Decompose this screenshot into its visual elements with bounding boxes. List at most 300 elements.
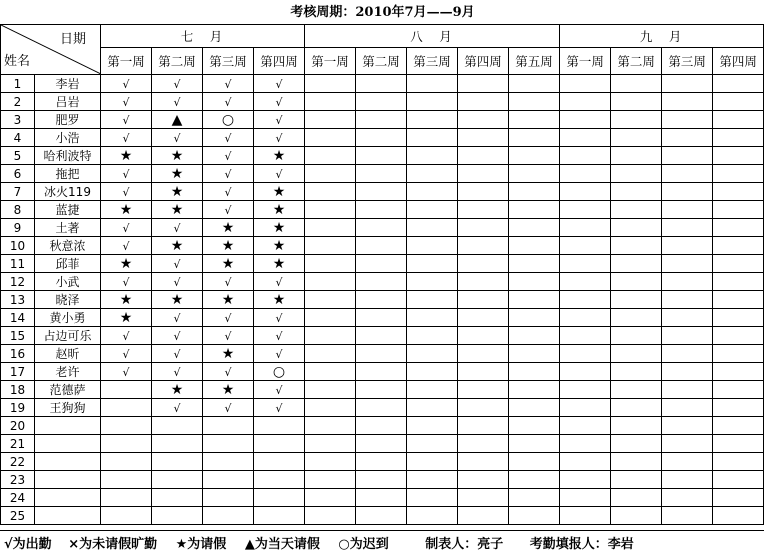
attendance-cell	[713, 255, 764, 273]
attendance-cell	[101, 147, 152, 165]
employee-name-cell: 吕岩	[35, 93, 101, 111]
attendance-cell	[662, 237, 713, 255]
attendance-cell	[407, 129, 458, 147]
row-number-cell: 8	[1, 201, 35, 219]
attendance-mark: √	[122, 167, 130, 181]
attendance-cell	[254, 75, 305, 93]
attendance-cell	[662, 399, 713, 417]
attendance-cell	[101, 381, 152, 399]
attendance-cell	[509, 291, 560, 309]
attendance-mark: √	[173, 311, 181, 325]
row-number-cell: 25	[1, 507, 35, 525]
attendance-cell	[458, 93, 509, 111]
attendance-cell	[407, 363, 458, 381]
attendance-mark: ★	[170, 237, 184, 254]
attendance-cell	[458, 489, 509, 507]
attendance-cell	[407, 345, 458, 363]
attendance-mark: ★	[221, 255, 235, 272]
attendance-cell	[356, 453, 407, 471]
week-header-cell: 第二周	[152, 48, 203, 75]
attendance-cell	[662, 165, 713, 183]
table-row	[1, 309, 764, 327]
attendance-cell	[713, 471, 764, 489]
week-header-cell: 第一周	[101, 48, 152, 75]
legend-absent: ×为未请假旷勤	[68, 537, 158, 552]
attendance-cell	[305, 129, 356, 147]
table-row	[1, 489, 764, 507]
attendance-cell	[662, 291, 713, 309]
attendance-mark: √	[173, 275, 181, 289]
attendance-cell	[152, 237, 203, 255]
attendance-cell	[458, 147, 509, 165]
attendance-mark: ★	[119, 309, 133, 326]
attendance-cell	[356, 291, 407, 309]
attendance-mark: √	[275, 347, 283, 361]
attendance-cell	[458, 309, 509, 327]
employee-name-cell: 小浩	[35, 129, 101, 147]
attendance-cell	[356, 129, 407, 147]
employee-name-cell: 赵昕	[35, 345, 101, 363]
attendance-cell	[713, 93, 764, 111]
employee-name-cell	[35, 471, 101, 489]
attendance-cell	[203, 129, 254, 147]
attendance-cell	[407, 219, 458, 237]
attendance-cell	[152, 327, 203, 345]
attendance-cell	[611, 489, 662, 507]
attendance-cell	[101, 237, 152, 255]
attendance-cell	[662, 75, 713, 93]
attendance-mark: √	[224, 365, 232, 379]
attendance-cell	[254, 309, 305, 327]
attendance-cell	[254, 453, 305, 471]
attendance-cell	[305, 219, 356, 237]
table-row	[1, 147, 764, 165]
attendance-cell	[662, 147, 713, 165]
table-row	[1, 201, 764, 219]
attendance-cell	[560, 363, 611, 381]
attendance-cell	[560, 453, 611, 471]
attendance-mark: √	[173, 257, 181, 271]
attendance-cell	[458, 327, 509, 345]
attendance-cell	[662, 309, 713, 327]
attendance-cell	[407, 381, 458, 399]
row-number-cell: 7	[1, 183, 35, 201]
attendance-cell	[254, 363, 305, 381]
table-row	[1, 471, 764, 489]
attendance-cell	[203, 309, 254, 327]
table-row	[1, 363, 764, 381]
attendance-cell	[662, 363, 713, 381]
attendance-cell	[101, 453, 152, 471]
attendance-mark: √	[122, 95, 130, 109]
attendance-cell	[152, 291, 203, 309]
employee-name-cell: 哈利波特	[35, 147, 101, 165]
attendance-cell	[407, 399, 458, 417]
attendance-cell	[407, 471, 458, 489]
attendance-cell	[356, 75, 407, 93]
attendance-cell	[254, 381, 305, 399]
table-row	[1, 435, 764, 453]
attendance-cell	[407, 237, 458, 255]
week-header-cell: 第四周	[458, 48, 509, 75]
attendance-cell	[611, 237, 662, 255]
attendance-mark: √	[275, 131, 283, 145]
attendance-cell	[560, 75, 611, 93]
table-maker: 制表人：亮子	[425, 537, 504, 552]
attendance-cell	[458, 183, 509, 201]
attendance-mark: √	[275, 95, 283, 109]
attendance-cell	[662, 471, 713, 489]
attendance-cell	[356, 273, 407, 291]
table-row	[1, 75, 764, 93]
attendance-cell	[509, 489, 560, 507]
sheet-title: 考核周期：2010年7月——9月	[290, 5, 475, 20]
attendance-cell	[458, 255, 509, 273]
attendance-cell	[305, 75, 356, 93]
attendance-cell	[560, 201, 611, 219]
attendance-cell	[509, 273, 560, 291]
table-row	[1, 381, 764, 399]
attendance-cell	[560, 255, 611, 273]
attendance-cell	[458, 237, 509, 255]
attendance-cell	[560, 309, 611, 327]
attendance-cell	[203, 507, 254, 525]
attendance-cell	[560, 165, 611, 183]
attendance-cell	[101, 255, 152, 273]
attendance-cell	[407, 255, 458, 273]
attendance-cell	[152, 219, 203, 237]
attendance-cell	[356, 165, 407, 183]
week-header-cell: 第二周	[611, 48, 662, 75]
attendance-cell	[458, 471, 509, 489]
attendance-cell	[152, 75, 203, 93]
attendance-cell	[611, 273, 662, 291]
attendance-cell	[356, 435, 407, 453]
attendance-cell	[458, 399, 509, 417]
row-number-cell: 21	[1, 435, 35, 453]
table-row	[1, 453, 764, 471]
attendance-cell	[662, 219, 713, 237]
attendance-cell	[560, 129, 611, 147]
attendance-cell	[101, 291, 152, 309]
attendance-cell	[509, 327, 560, 345]
attendance-cell	[305, 363, 356, 381]
attendance-cell	[509, 201, 560, 219]
attendance-mark: √	[275, 383, 283, 397]
attendance-cell	[407, 273, 458, 291]
attendance-cell	[254, 489, 305, 507]
attendance-cell	[254, 111, 305, 129]
attendance-cell	[305, 489, 356, 507]
attendance-cell	[101, 111, 152, 129]
attendance-cell	[152, 471, 203, 489]
attendance-mark: √	[224, 95, 232, 109]
attendance-cell	[203, 93, 254, 111]
attendance-mark: √	[275, 113, 283, 127]
attendance-mark: ▲	[171, 111, 183, 128]
attendance-cell	[254, 219, 305, 237]
attendance-cell	[203, 273, 254, 291]
attendance-cell	[407, 93, 458, 111]
attendance-cell	[713, 183, 764, 201]
attendance-cell	[713, 489, 764, 507]
row-number-cell: 9	[1, 219, 35, 237]
attendance-mark: ★	[221, 237, 235, 254]
week-header-cell: 第一周	[560, 48, 611, 75]
employee-name-cell: 邱菲	[35, 255, 101, 273]
attendance-cell	[560, 327, 611, 345]
week-header-cell: 第三周	[203, 48, 254, 75]
attendance-cell	[254, 129, 305, 147]
attendance-cell	[407, 507, 458, 525]
attendance-cell	[509, 309, 560, 327]
attendance-cell	[662, 93, 713, 111]
week-header-cell: 第三周	[662, 48, 713, 75]
attendance-cell	[356, 507, 407, 525]
attendance-cell	[458, 219, 509, 237]
attendance-cell	[611, 93, 662, 111]
row-number-cell: 13	[1, 291, 35, 309]
attendance-cell	[203, 255, 254, 273]
attendance-mark: ★	[119, 147, 133, 164]
table-row	[1, 93, 764, 111]
table-row	[1, 399, 764, 417]
attendance-cell	[662, 435, 713, 453]
attendance-cell	[203, 363, 254, 381]
attendance-cell	[152, 111, 203, 129]
attendance-mark: √	[275, 311, 283, 325]
attendance-cell	[407, 165, 458, 183]
attendance-cell	[611, 327, 662, 345]
attendance-mark: √	[224, 149, 232, 163]
attendance-cell	[458, 507, 509, 525]
attendance-cell	[713, 111, 764, 129]
attendance-cell	[458, 453, 509, 471]
attendance-cell	[662, 507, 713, 525]
attendance-cell	[203, 435, 254, 453]
employee-name-cell: 占边可乐	[35, 327, 101, 345]
attendance-cell	[611, 255, 662, 273]
employee-name-cell: 秋意浓	[35, 237, 101, 255]
attendance-cell	[254, 273, 305, 291]
attendance-cell	[203, 345, 254, 363]
attendance-cell	[458, 111, 509, 129]
attendance-cell	[560, 399, 611, 417]
attendance-cell	[305, 273, 356, 291]
attendance-cell	[203, 327, 254, 345]
table-row	[1, 273, 764, 291]
attendance-cell	[305, 453, 356, 471]
attendance-mark: √	[224, 401, 232, 415]
attendance-mark: ★	[272, 219, 286, 236]
attendance-cell	[713, 147, 764, 165]
row-number-cell: 10	[1, 237, 35, 255]
attendance-cell	[560, 345, 611, 363]
attendance-mark: √	[173, 77, 181, 91]
attendance-cell	[713, 273, 764, 291]
attendance-cell	[101, 183, 152, 201]
attendance-cell	[560, 471, 611, 489]
attendance-mark: ★	[119, 255, 133, 272]
attendance-cell	[101, 201, 152, 219]
attendance-cell	[101, 417, 152, 435]
attendance-cell	[254, 291, 305, 309]
attendance-cell	[458, 129, 509, 147]
attendance-mark: √	[275, 329, 283, 343]
attendance-cell	[407, 201, 458, 219]
attendance-cell	[509, 435, 560, 453]
attendance-cell	[152, 435, 203, 453]
attendance-mark: √	[173, 221, 181, 235]
attendance-cell	[203, 471, 254, 489]
attendance-cell	[407, 327, 458, 345]
attendance-cell	[203, 381, 254, 399]
attendance-cell	[101, 471, 152, 489]
row-number-cell: 2	[1, 93, 35, 111]
attendance-cell	[611, 219, 662, 237]
attendance-cell	[560, 381, 611, 399]
attendance-mark: √	[275, 275, 283, 289]
attendance-mark: ★	[272, 291, 286, 308]
legend-leave: ★为请假	[175, 537, 227, 552]
attendance-cell	[305, 471, 356, 489]
attendance-cell	[662, 273, 713, 291]
attendance-cell	[713, 507, 764, 525]
attendance-cell	[611, 399, 662, 417]
date-header-label: 日期	[59, 32, 86, 47]
attendance-cell	[713, 219, 764, 237]
attendance-cell	[611, 111, 662, 129]
attendance-mark: √	[275, 401, 283, 415]
attendance-cell	[458, 345, 509, 363]
corner-header-cell	[1, 25, 101, 75]
employee-name-cell: 范德萨	[35, 381, 101, 399]
attendance-cell	[203, 489, 254, 507]
attendance-cell	[407, 489, 458, 507]
employee-name-cell: 蓝捷	[35, 201, 101, 219]
attendance-cell	[662, 129, 713, 147]
attendance-cell	[458, 291, 509, 309]
attendance-cell	[305, 147, 356, 165]
attendance-cell	[713, 309, 764, 327]
attendance-cell	[152, 489, 203, 507]
attendance-cell	[203, 453, 254, 471]
attendance-cell	[407, 417, 458, 435]
attendance-cell	[356, 93, 407, 111]
attendance-cell	[305, 183, 356, 201]
attendance-cell	[254, 255, 305, 273]
attendance-cell	[356, 327, 407, 345]
row-number-cell: 18	[1, 381, 35, 399]
attendance-cell	[407, 309, 458, 327]
attendance-cell	[254, 417, 305, 435]
attendance-cell	[305, 111, 356, 129]
attendance-cell	[458, 273, 509, 291]
attendance-cell	[356, 471, 407, 489]
attendance-cell	[713, 291, 764, 309]
employee-name-cell	[35, 417, 101, 435]
table-row	[1, 507, 764, 525]
attendance-cell	[254, 327, 305, 345]
attendance-cell	[509, 93, 560, 111]
row-number-cell: 1	[1, 75, 35, 93]
attendance-cell	[152, 417, 203, 435]
week-header-cell: 第二周	[356, 48, 407, 75]
week-header-cell: 第一周	[305, 48, 356, 75]
attendance-cell	[458, 435, 509, 453]
attendance-mark: ★	[170, 165, 184, 182]
attendance-cell	[152, 507, 203, 525]
row-number-cell: 4	[1, 129, 35, 147]
employee-name-cell: 小武	[35, 273, 101, 291]
attendance-cell	[254, 147, 305, 165]
attendance-cell	[560, 489, 611, 507]
attendance-cell	[152, 399, 203, 417]
attendance-mark: ★	[221, 345, 235, 362]
attendance-cell	[611, 309, 662, 327]
week-header-cell: 第五周	[509, 48, 560, 75]
attendance-cell	[254, 345, 305, 363]
attendance-mark: √	[122, 77, 130, 91]
row-number-cell: 12	[1, 273, 35, 291]
attendance-cell	[662, 489, 713, 507]
attendance-cell	[101, 399, 152, 417]
attendance-cell	[509, 453, 560, 471]
attendance-mark: √	[173, 329, 181, 343]
attendance-cell	[101, 309, 152, 327]
attendance-cell	[662, 417, 713, 435]
table-row	[1, 237, 764, 255]
attendance-cell	[509, 129, 560, 147]
attendance-cell	[152, 345, 203, 363]
attendance-mark: √	[224, 77, 232, 91]
row-number-cell: 23	[1, 471, 35, 489]
attendance-mark: ★	[170, 381, 184, 398]
attendance-mark: √	[173, 95, 181, 109]
attendance-cell	[101, 363, 152, 381]
attendance-mark: √	[122, 239, 130, 253]
attendance-cell	[152, 165, 203, 183]
attendance-cell	[509, 363, 560, 381]
attendance-cell	[101, 507, 152, 525]
attendance-cell	[152, 273, 203, 291]
attendance-mark: √	[122, 347, 130, 361]
attendance-mark: √	[224, 203, 232, 217]
attendance-cell	[509, 111, 560, 129]
employee-name-cell: 晓泽	[35, 291, 101, 309]
attendance-cell	[560, 291, 611, 309]
attendance-mark: √	[275, 167, 283, 181]
attendance-cell	[713, 165, 764, 183]
attendance-cell	[356, 381, 407, 399]
attendance-cell	[152, 381, 203, 399]
month-header-august: 八 月	[305, 25, 560, 48]
attendance-cell	[560, 111, 611, 129]
row-number-cell: 22	[1, 453, 35, 471]
attendance-cell	[305, 417, 356, 435]
attendance-cell	[713, 417, 764, 435]
attendance-cell	[203, 399, 254, 417]
attendance-cell	[203, 237, 254, 255]
week-header-cell: 第三周	[407, 48, 458, 75]
attendance-mark: √	[224, 167, 232, 181]
attendance-cell	[356, 255, 407, 273]
attendance-cell	[611, 291, 662, 309]
attendance-cell	[662, 183, 713, 201]
attendance-cell	[407, 75, 458, 93]
attendance-mark: √	[224, 185, 232, 199]
attendance-cell	[101, 165, 152, 183]
